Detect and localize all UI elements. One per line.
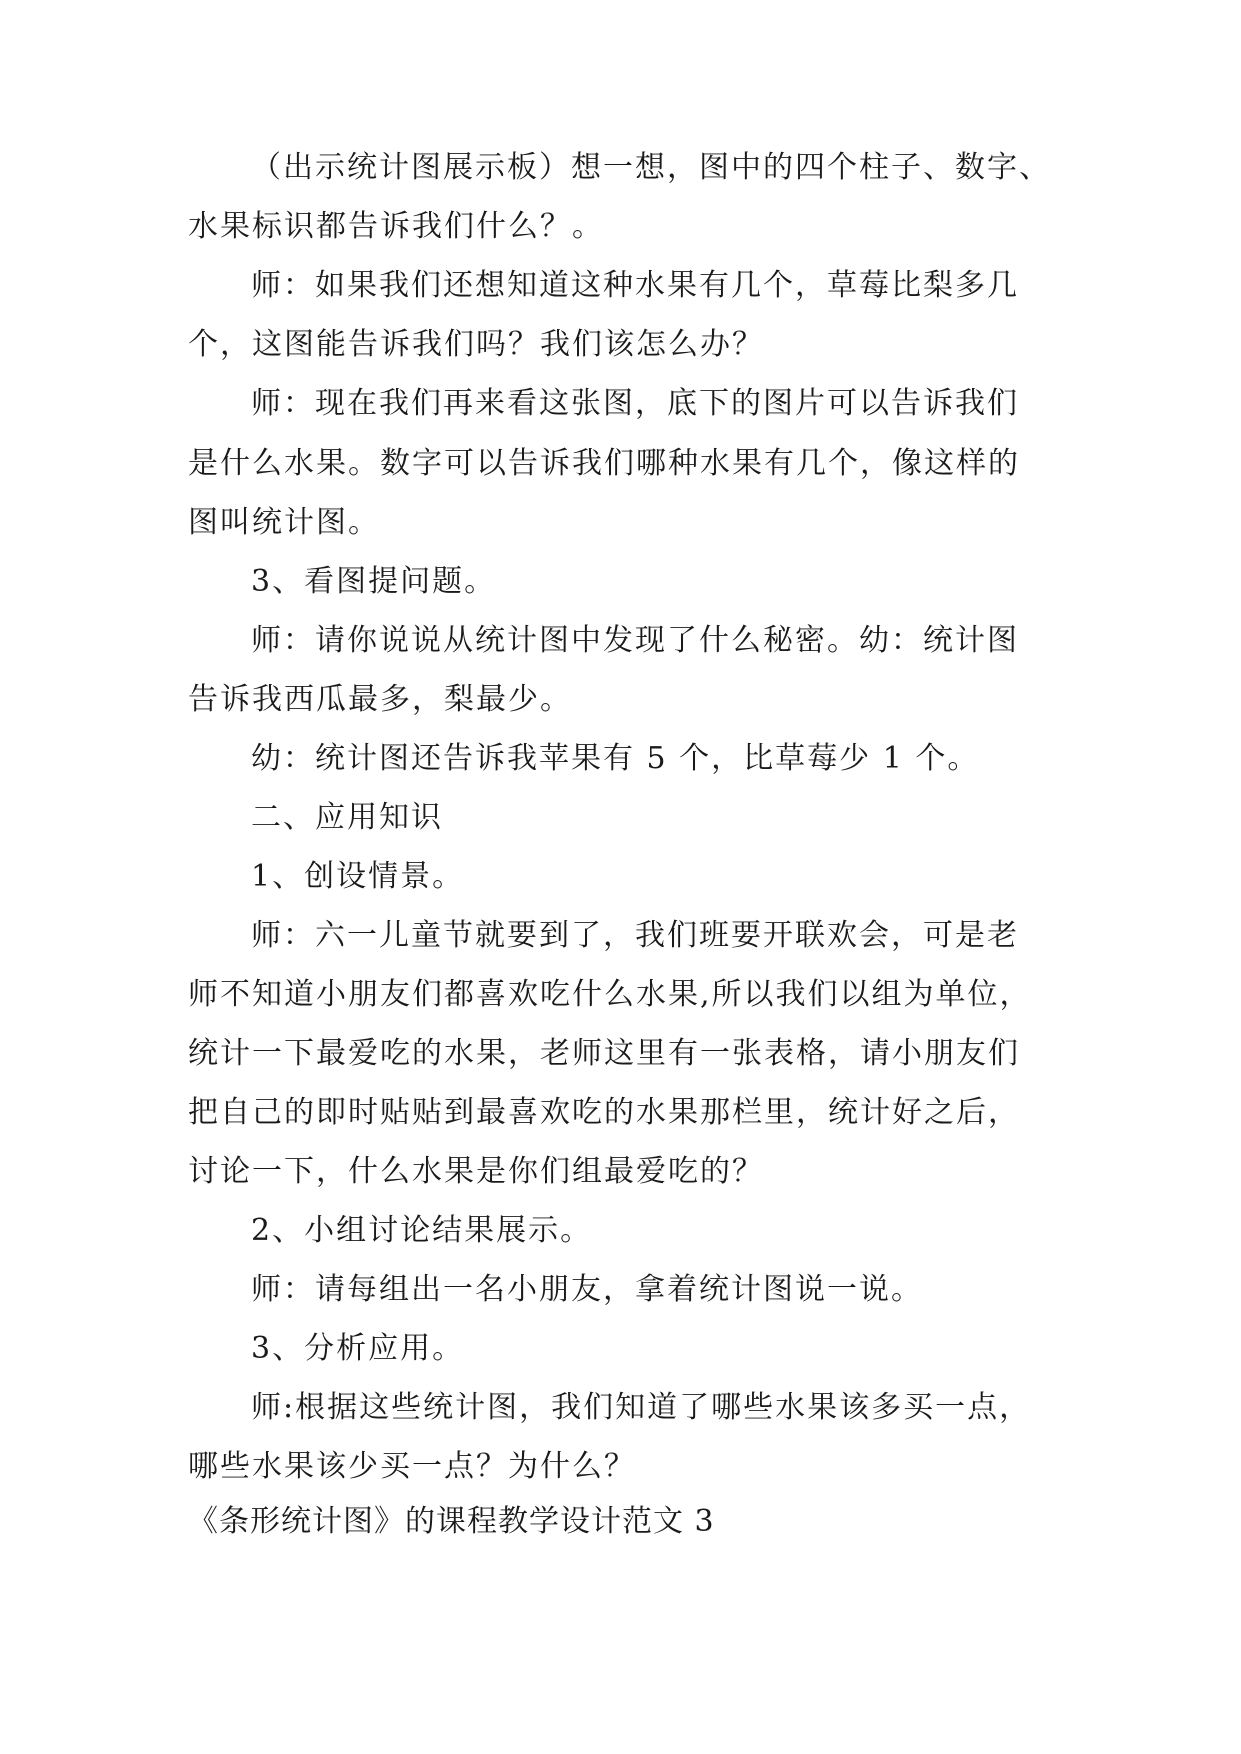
paragraph-line: 是什么水果。数字可以告诉我们哪种水果有几个，像这样的 [188,446,1020,481]
paragraph-line: 师：六一儿童节就要到了，我们班要开联欢会，可是老 [251,918,1019,953]
paragraph-line: 3、看图提问题。 [251,564,497,599]
paragraph-line: （出示统计图展示板）想一想，图中的四个柱子、数字、 [251,150,1051,185]
paragraph-line: 师：现在我们再来看这张图，底下的图片可以告诉我们 [251,386,1019,421]
paragraph-line: 水果标识都告诉我们什么？。 [188,209,604,244]
paragraph-line: 把自己的即时贴贴到最喜欢吃的水果那栏里，统计好之后， [188,1095,1020,1130]
paragraph-line: 3、分析应用。 [251,1331,465,1366]
paragraph-line: 师：请你说说从统计图中发现了什么秘密。幼：统计图 [251,623,1019,658]
paragraph-line: 师：请每组出一名小朋友，拿着统计图说一说。 [251,1272,923,1307]
document-heading: 《条形统计图》的课程教学设计范文 3 [188,1504,715,1539]
paragraph-line: 幼：统计图还告诉我苹果有 5 个，比草莓少 1 个。 [251,741,980,776]
paragraph-line: 哪些水果该少买一点？为什么？ [188,1449,636,1484]
paragraph-line: 师:根据这些统计图，我们知道了哪些水果该多买一点， [251,1390,1032,1425]
paragraph-line: 2、小组讨论结果展示。 [251,1213,593,1248]
paragraph-line: 师：如果我们还想知道这种水果有几个，草莓比梨多几 [251,268,1019,303]
section-heading: 二、应用知识 [251,800,443,835]
paragraph-line: 统计一下最爱吃的水果，老师这里有一张表格，请小朋友们 [188,1036,1020,1071]
paragraph-line: 图叫统计图。 [188,505,380,540]
paragraph-line: 个，这图能告诉我们吗？我们该怎么办？ [188,327,764,362]
paragraph-line: 1、创设情景。 [251,859,465,894]
paragraph-line: 告诉我西瓜最多，梨最少。 [188,682,572,717]
paragraph-line: 讨论一下，什么水果是你们组最爱吃的？ [188,1154,764,1189]
paragraph-line: 师不知道小朋友们都喜欢吃什么水果,所以我们以组为单位， [188,977,1032,1012]
